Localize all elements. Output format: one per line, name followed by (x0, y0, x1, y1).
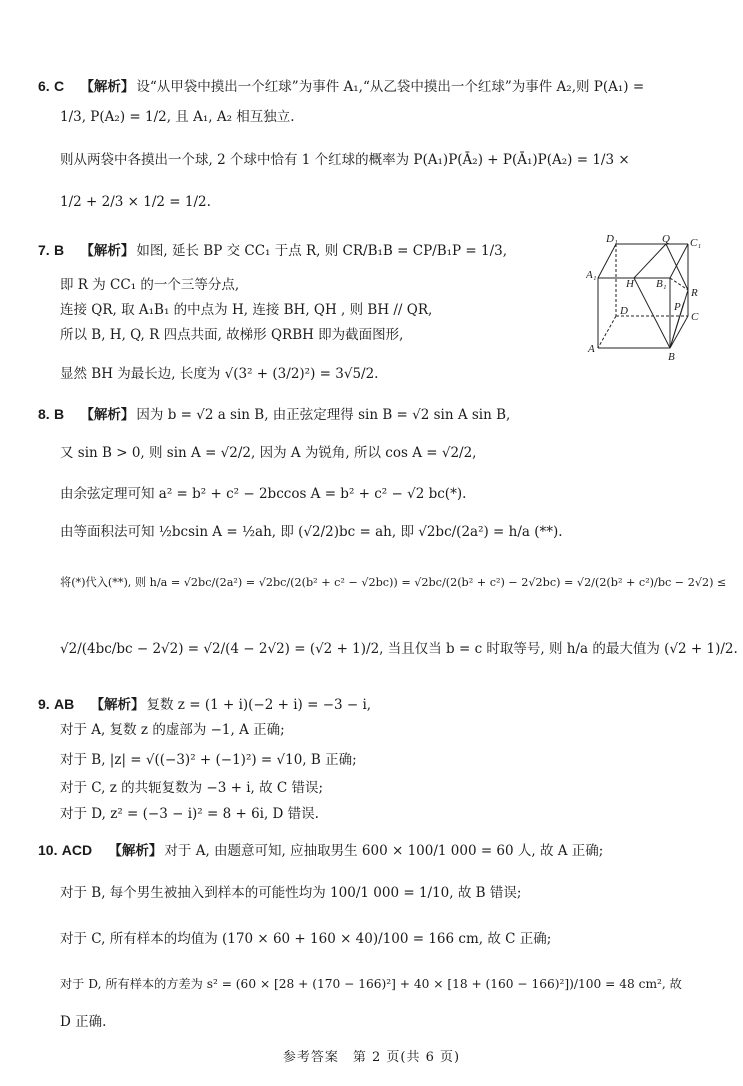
q7-line-3: 连接 QR, 取 A₁B₁ 的中点为 H, 连接 BH, QH , 则 BH // QR, (60, 302, 433, 318)
q6-number: 6. (38, 78, 50, 94)
label-A: A (588, 343, 595, 355)
label-P: P (674, 301, 681, 313)
label-B: B (668, 351, 675, 362)
q8-line-5: 将(*)代入(**), 则 h/a = √2bc/(2a²) = √2bc/(2(b² + c² − √2bc)) = √2bc/(2(b² + c²) − 2√2bc) = √2/(2(b² + c²)/bc − 2√2) ≤ (60, 576, 727, 589)
page-footer: 参考答案 第 2 页(共 6 页) (282, 1050, 461, 1065)
q6-analysis-tag: 【解析】 (80, 79, 135, 95)
q8-line-2: 又 sin B > 0, 则 sin A = √2/2, 因为 A 为锐角, 所以 cos A = √2/2, (60, 445, 477, 461)
q9-line-4: 对于 C, z 的共轭复数为 −3 + i, 故 C 错误; (60, 780, 324, 796)
label-D: D (620, 305, 628, 317)
q7-line-2: 即 R 为 CC₁ 的一个三等分点, (60, 277, 240, 293)
q9-analysis-tag: 【解析】 (90, 697, 145, 713)
q9-line-3: 对于 B, |z| = √((−3)² + (−1)²) = √10, B 正确; (60, 752, 357, 768)
label-H: H (626, 278, 634, 290)
q7-line-1 (38, 241, 507, 260)
q8-number: 8. (38, 406, 50, 422)
q9-line-5: 对于 D, z² = (−3 − i)² = 8 + 6i, D 错误. (60, 806, 319, 822)
q9-answer: AB (53, 696, 75, 712)
label-C1: C₁ (690, 237, 702, 249)
q10-line-3: 对于 C, 所有样本的均值为 (170 × 60 + 160 × 40)/100 = 166 cm, 故 C 正确; (60, 931, 552, 947)
q7-number: 7. (38, 242, 50, 258)
q6-line-4: 1/2 + 2/3 × 1/2 = 1/2. (60, 194, 211, 210)
q8-analysis-tag: 【解析】 (80, 407, 135, 423)
q10-answer: ACD (61, 842, 93, 858)
q10-text-1: 对于 A, 由题意可知, 应抽取男生 600 × 100/1 000 = 60 人, 故 A 正确; (164, 843, 604, 859)
q8-line-3: 由余弦定理可知 a² = b² + c² − 2bccos A = b² + c² − √2 bc(*). (60, 486, 467, 502)
q9-line-2: 对于 A, 复数 z 的虚部为 −1, A 正确; (60, 722, 285, 738)
q9-number: 9. (38, 696, 50, 712)
label-B1: B₁ (656, 278, 667, 290)
q6-line-1 (38, 77, 644, 96)
label-R: R (691, 287, 698, 299)
q7-text-1: 如图, 延长 BP 交 CC₁ 于点 R, 则 CR/B₁B = CP/B₁P = 1/3, (136, 243, 508, 259)
q7-line-4: 所以 B, H, Q, R 四点共面, 故梯形 QRBH 即为截面图形, (60, 327, 404, 343)
q8-text-1: 因为 b = √2 a sin B, 由正弦定理得 sin B = √2 sin A sin B, (136, 407, 511, 423)
label-Q: Q (662, 233, 670, 245)
q8-line-4: 由等面积法可知 ½bcsin A = ½ah, 即 (√2/2)bc = ah, 即 √2bc/(2a²) = h/a (**). (60, 524, 563, 540)
cube-section-figure (586, 232, 706, 362)
q10-line-4: 对于 D, 所有样本的方差为 s² = (60 × [28 + (170 − 166)²] + 40 × [18 + (160 − 166)²])/100 = 48 cm², 故 (60, 977, 682, 991)
q6-line-3: 则从两袋中各摸出一个球, 2 个球中恰有 1 个红球的概率为 P(A₁)P(Ā₂) + P(Ā₁)P(A₂) = 1/3 × (60, 152, 630, 168)
q10-line-5: D 正确. (60, 1014, 107, 1030)
q10-analysis-tag: 【解析】 (108, 843, 163, 859)
q6-line-2: 1/3, P(A₂) = 1/2, 且 A₁, A₂ 相互独立. (60, 109, 295, 125)
q10-line-1 (38, 841, 603, 860)
q7-answer: B (53, 242, 65, 258)
label-A1: A₁ (586, 269, 597, 281)
label-D1: D₁ (606, 233, 618, 245)
q8-answer: B (53, 406, 65, 422)
q6-answer: C (53, 78, 65, 94)
q8-line-1 (38, 405, 510, 424)
q10-number: 10. (38, 842, 58, 858)
q10-line-2: 对于 B, 每个男生被抽入到样本的可能性均为 100/1 000 = 1/10, 故 B 错误; (60, 885, 522, 901)
q6-text-1: 设“从甲袋中摸出一个红球”为事件 A₁,“从乙袋中摸出一个红球”为事件 A₂,则 P(A₁) = (136, 79, 645, 95)
q7-analysis-tag: 【解析】 (80, 243, 135, 259)
q9-line-1 (38, 695, 371, 714)
label-C: C (691, 311, 699, 323)
q8-line-6: √2/(4bc/bc − 2√2) = √2/(4 − 2√2) = (√2 + 1)/2, 当且仅当 b = c 时取等号, 则 h/a 的最大值为 (√2 + 1)/2. (60, 641, 738, 657)
q7-line-5: 显然 BH 为最长边, 长度为 √(3² + (3/2)²) = 3√5/2. (60, 366, 379, 382)
q9-text-1: 复数 z = (1 + i)(−2 + i) = −3 − i, (146, 697, 372, 713)
